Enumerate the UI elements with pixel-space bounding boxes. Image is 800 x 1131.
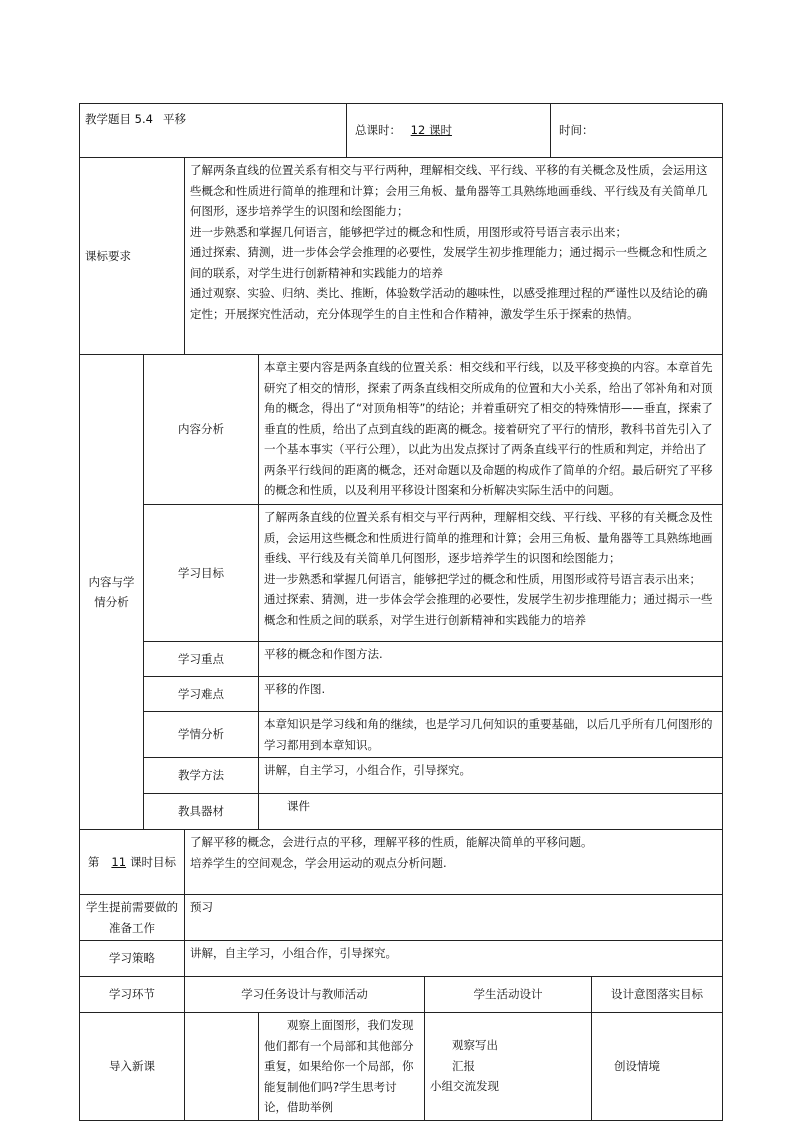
analysis-group-label: 内容与学情分析 [80, 355, 144, 830]
process-header-teacher: 学习任务设计与教师活动 [185, 977, 425, 1013]
student-activity-line: 小组交流发现 [430, 1079, 500, 1093]
curriculum-paragraph: 通过探索、猜测，进一步体会学会推理的必要性，发展学生初步推理能力；通过揭示一些概念和性质之间的联系，对学生进行创新精神和实践能力的培养 [190, 245, 708, 280]
strategy-row [80, 941, 723, 977]
learning-goal-paragraph: 通过探索、猜测，进一步体会学会推理的必要性，发展学生初步推理能力；通过揭示一些概念和性质之间的联系，对学生进行创新精神和实践能力的培养 [264, 592, 713, 627]
process-student-activity [425, 1013, 592, 1121]
preparation-row [80, 895, 723, 941]
teaching-method-label: 教学方法 [144, 758, 259, 794]
lesson-goal-suffix: 课时目标 [130, 854, 177, 869]
content-analysis-label: 内容分析 [144, 355, 259, 505]
process-header-stage: 学习环节 [80, 977, 185, 1013]
lesson-goal-line: 了解平移的概念，会进行点的平移，理解平移的性质，能解决简单的平移问题。 [190, 835, 593, 849]
lesson-goal-content [185, 830, 723, 895]
student-analysis-label: 学情分析 [144, 712, 259, 758]
key-points-text: 平移的概念和作图方法. [259, 642, 723, 677]
process-header-student: 学生活动设计 [425, 977, 592, 1013]
teaching-method-text: 讲解，自主学习，小组合作，引导探究。 [259, 758, 723, 794]
teaching-tools-row [80, 794, 723, 830]
key-points-label: 学习重点 [144, 642, 259, 677]
curriculum-paragraph: 了解两条直线的位置关系有相交与平行两种，理解相交线、平行线、平移的有关概念及性质，会运用这些概念和性质进行简单的推理和计算；会用三角板、量角器等工具熟练地画垂线、平行线及有关简单几何图形，逐步培养学生的识图和绘图能力； [190, 163, 708, 218]
curriculum-paragraph: 通过观察、实验、归纳、类比、推断，体验数学活动的趣味性，以感受推理过程的严谨性以及结论的确定性；开展探究性活动，充分体现学生的自主性和合作精神，激发学生乐于探索的热情。 [190, 286, 708, 321]
difficulties-text: 平移的作图. [259, 677, 723, 712]
student-analysis-row [80, 712, 723, 758]
process-header-intent: 设计意图落实目标 [592, 977, 723, 1013]
strategy-text: 讲解，自主学习，小组合作，引导探究。 [185, 941, 723, 977]
lesson-goal-number: 11 [111, 854, 127, 869]
process-intent: 创设情境 [592, 1013, 723, 1121]
strategy-label: 学习策略 [80, 941, 185, 977]
topic-label: 教学题目 [85, 112, 131, 126]
curriculum-label: 课标要求 [80, 158, 185, 355]
topic-number: 5.4 [134, 112, 153, 126]
key-points-row [80, 642, 723, 677]
process-spacer [185, 1013, 259, 1121]
process-teacher-activity: 观察上面图形，我们发现他们都有一个局部和其他部分重复，如果给你一个局部，你能复制他们吗?学生思考讨论，借助举例 [259, 1013, 425, 1121]
learning-goals-row [80, 505, 723, 642]
curriculum-paragraph: 进一步熟悉和掌握几何语言，能够把学过的概念和性质，用图形或符号语言表示出来； [190, 224, 627, 239]
teaching-method-row [80, 758, 723, 794]
learning-goals-content [259, 505, 723, 642]
total-hours-value: 12 课时 [410, 123, 452, 138]
lesson-plan-table [79, 103, 723, 1121]
header-row [80, 104, 723, 158]
total-hours-label: 总课时： [355, 123, 402, 138]
student-activity-line: 汇报 [452, 1058, 476, 1073]
curriculum-content [185, 158, 723, 355]
lesson-plan-sheet [79, 103, 722, 1121]
preparation-text: 预习 [185, 895, 723, 941]
student-activity-line: 观察写出 [452, 1038, 499, 1052]
content-analysis-row [80, 355, 723, 505]
lesson-goal-line: 培养学生的空间观念，学会用运动的观点分析问题. [190, 855, 447, 870]
lesson-goal-label [80, 830, 185, 895]
content-analysis-text: 本章主要内容是两条直线的位置关系：相交线和平行线，以及平移变换的内容。本章首先研究了相交的情形，探索了两条直线相交所成角的位置和大小关系，给出了邻补角和对顶角的概念，得出了“对顶角相等”的结论；并着重研究了相交的特殊情形——垂直，探索了垂直的性质，给出了点到直线的距离的概念。接着研究了平行的情形，教科书首先引入了一个基本事实（平行公理），以此为出发点探讨了两条直线平行的性质和判定，并给出了两条平行线间的距离的概念，还对命题以及命题的构成作了简单的介绍。最后研究了平移的概念和性质，以及利用平移设计图案和分析解决实际生活中的问题。 [259, 355, 723, 505]
learning-goals-label: 学习目标 [144, 505, 259, 642]
student-analysis-text: 本章知识是学习线和角的继续，也是学习几何知识的重要基础，以后几乎所有几何图形的学习都用到本章知识。 [259, 712, 723, 758]
lesson-goal-row [80, 830, 723, 895]
teaching-tools-label: 教具器材 [144, 794, 259, 830]
process-row [80, 1013, 723, 1121]
topic-cell [80, 104, 347, 158]
learning-goal-paragraph: 进一步熟悉和掌握几何语言，能够把学过的概念和性质，用图形或符号语言表示出来； [264, 571, 701, 586]
total-hours-cell [347, 104, 551, 158]
difficulties-row [80, 677, 723, 712]
difficulties-label: 学习难点 [144, 677, 259, 712]
preparation-label: 学生提前需要做的准备工作 [80, 895, 185, 941]
time-cell [551, 104, 723, 158]
curriculum-row [80, 158, 723, 355]
process-stage: 导入新课 [80, 1013, 185, 1121]
topic-name: 平移 [162, 112, 186, 126]
teaching-tools-text: 课件 [259, 794, 723, 830]
lesson-goal-prefix: 第 [87, 854, 100, 869]
process-header-row [80, 977, 723, 1013]
time-label: 时间： [559, 123, 594, 138]
learning-goal-paragraph: 了解两条直线的位置关系有相交与平行两种，理解相交线、平行线、平移的有关概念及性质，会运用这些概念和性质进行简单的推理和计算；会用三角板、量角器等工具熟练地画垂线、平行线及有关简单几何图形，逐步培养学生的识图和绘图能力； [264, 510, 713, 565]
